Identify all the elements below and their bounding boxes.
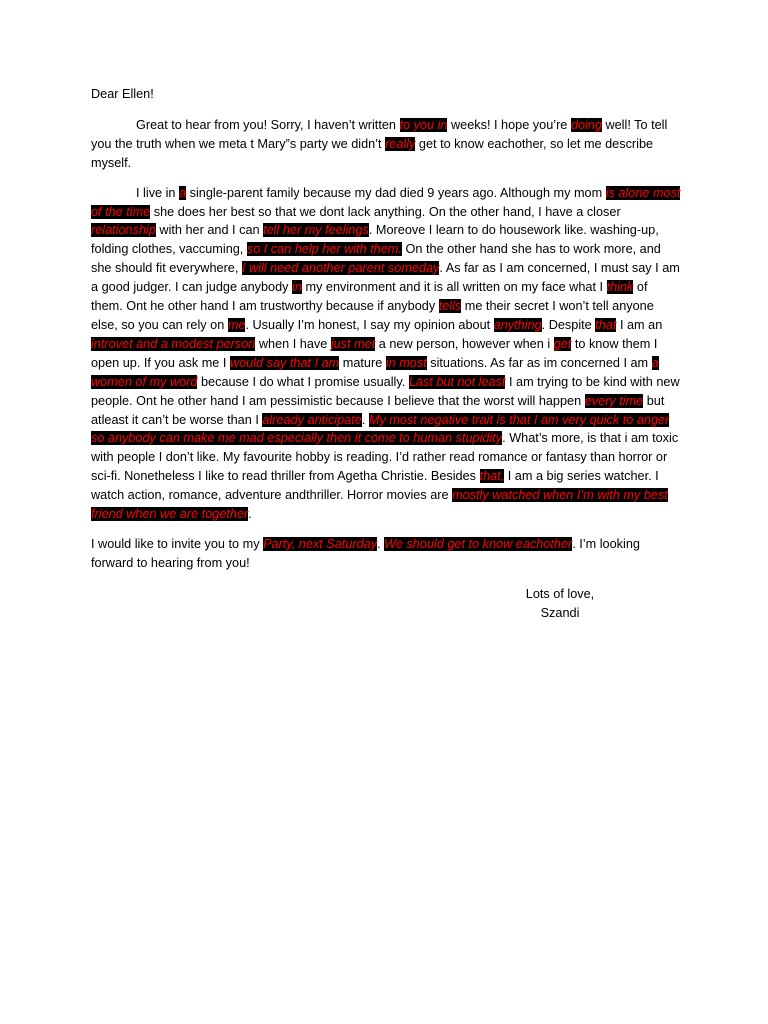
- highlighted-phrase: introvet and a modest person: [91, 336, 256, 351]
- text-segment: I am a big series watcher. I watch action, romance, adventure andthriller. Horror movies are: [91, 469, 659, 503]
- text-segment: . Moreove I learn to do housework like. washing-up, folding clothes, vaccuming,: [91, 223, 659, 257]
- text-segment: .: [361, 412, 369, 427]
- highlighted-phrase: already anticipate: [262, 412, 362, 427]
- text-segment: I am an: [616, 317, 663, 332]
- highlighted-phrase: is alone most of the time: [91, 185, 681, 219]
- letter-signature: Szandi: [540, 605, 580, 620]
- text-segment: I am trying to be kind with new people. Ont he other hand I am pessimistic because I believe that the worst will happen: [91, 374, 680, 408]
- text-segment: . What’s more, is that i am toxic with people I don’t like. My favourite hobby is reading. I’d rather read romance or fantasy than horror or sci-fi. Nonetheless I like to read thriller from Agetha Christie. Besides: [91, 431, 679, 484]
- text-segment: get to know eachother, so let me describe myself.: [91, 136, 654, 170]
- highlighted-phrase: tell her my feelings: [263, 223, 369, 238]
- text-segment: On the other hand she has to work more, and she should fit everywhere,: [91, 242, 661, 276]
- highlighted-phrase: so I can help her with them.: [246, 242, 403, 257]
- text-segment: a new person, however when i: [375, 336, 554, 351]
- highlighted-phrase: a: [179, 185, 187, 200]
- text-segment: with her and I can: [155, 223, 264, 238]
- text-segment: situations. As far as im concerned I am: [426, 355, 652, 370]
- letter-greeting: Dear Ellen!: [91, 87, 154, 101]
- text-segment: well! To tell you the truth when we meta t Mary”s party we didn’t: [91, 117, 668, 151]
- text-segment: . I’m looking forward to hearing from you!: [91, 536, 640, 570]
- text-segment: to know them I open up. If you ask me I: [91, 336, 658, 370]
- letter-signoff: [485, 585, 635, 623]
- highlighted-phrase: that: [595, 317, 617, 332]
- text-segment: Great to hear from you! Sorry, I haven’t written: [136, 117, 400, 132]
- text-segment: I would like to invite you to my: [91, 536, 264, 551]
- highlighted-phrase: doing: [570, 117, 602, 132]
- highlighted-phrase: that,: [479, 469, 505, 484]
- highlighted-phrase: We should get to know eachother: [384, 536, 573, 551]
- text-segment: of them. Ont he other hand I am trustworthy because if anybody: [91, 280, 648, 314]
- highlighted-phrase: relationship: [91, 223, 156, 238]
- letter-paragraph: [91, 535, 681, 573]
- text-segment: my environment and it is all written on my face what I: [301, 280, 607, 295]
- highlighted-phrase: get: [553, 336, 572, 351]
- text-segment: .: [377, 536, 385, 551]
- text-segment: she does her best so that we dont lack anything. On the other hand, I have a closer: [150, 204, 621, 219]
- highlighted-phrase: really: [385, 136, 416, 151]
- letter-paragraph: [91, 116, 681, 173]
- letter-paragraph: [91, 184, 681, 524]
- letter-paragraphs: [91, 116, 681, 573]
- highlighted-phrase: think: [606, 280, 634, 295]
- highlighted-phrase: just met: [330, 336, 376, 351]
- highlighted-phrase: Last but not least: [408, 374, 506, 389]
- text-segment: me their secret I won’t tell anyone else, so you can rely on: [91, 299, 654, 332]
- text-segment: when I have: [255, 336, 331, 351]
- highlighted-phrase: mostly watched when I’m with my best friend when we are together: [91, 488, 668, 522]
- letter-body: [91, 85, 681, 623]
- highlighted-phrase: tells: [438, 299, 462, 314]
- highlighted-phrase: Party, next Saturday: [263, 536, 378, 551]
- highlighted-phrase: to you in: [399, 117, 448, 132]
- text-segment: weeks! I hope you’re: [447, 117, 571, 132]
- highlighted-phrase: a women of my word: [91, 355, 659, 389]
- text-segment: I live in: [136, 185, 180, 200]
- highlighted-phrase: in: [292, 280, 302, 295]
- highlighted-phrase: My most negative trait is that I am very quick to anger so anybody can make me mad especially then it come to human stupidity: [91, 412, 670, 446]
- text-segment: .: [248, 507, 252, 522]
- highlighted-phrase: in most: [385, 355, 427, 370]
- letter-closing: Lots of love,: [525, 586, 595, 601]
- highlighted-phrase: every time: [584, 393, 644, 408]
- text-segment: single-parent family because my dad died 9 years ago. Although my mom: [186, 185, 606, 200]
- highlighted-phrase: anything: [493, 317, 542, 332]
- highlighted-phrase: would say that I am: [229, 355, 340, 370]
- highlighted-phrase: me: [227, 317, 246, 332]
- text-segment: . Despite: [541, 317, 596, 332]
- text-segment: because I do what I promise usually.: [197, 374, 409, 389]
- text-segment: mature: [339, 355, 386, 370]
- text-segment: but atleast it can’t be worse than I: [91, 393, 665, 427]
- text-segment: . Usually I’m honest, I say my opinion about: [245, 317, 494, 332]
- text-segment: . As far as I am concerned, I must say I am a good judger. I can judge anybody: [91, 261, 680, 295]
- highlighted-phrase: I will need another parent someday: [241, 261, 440, 276]
